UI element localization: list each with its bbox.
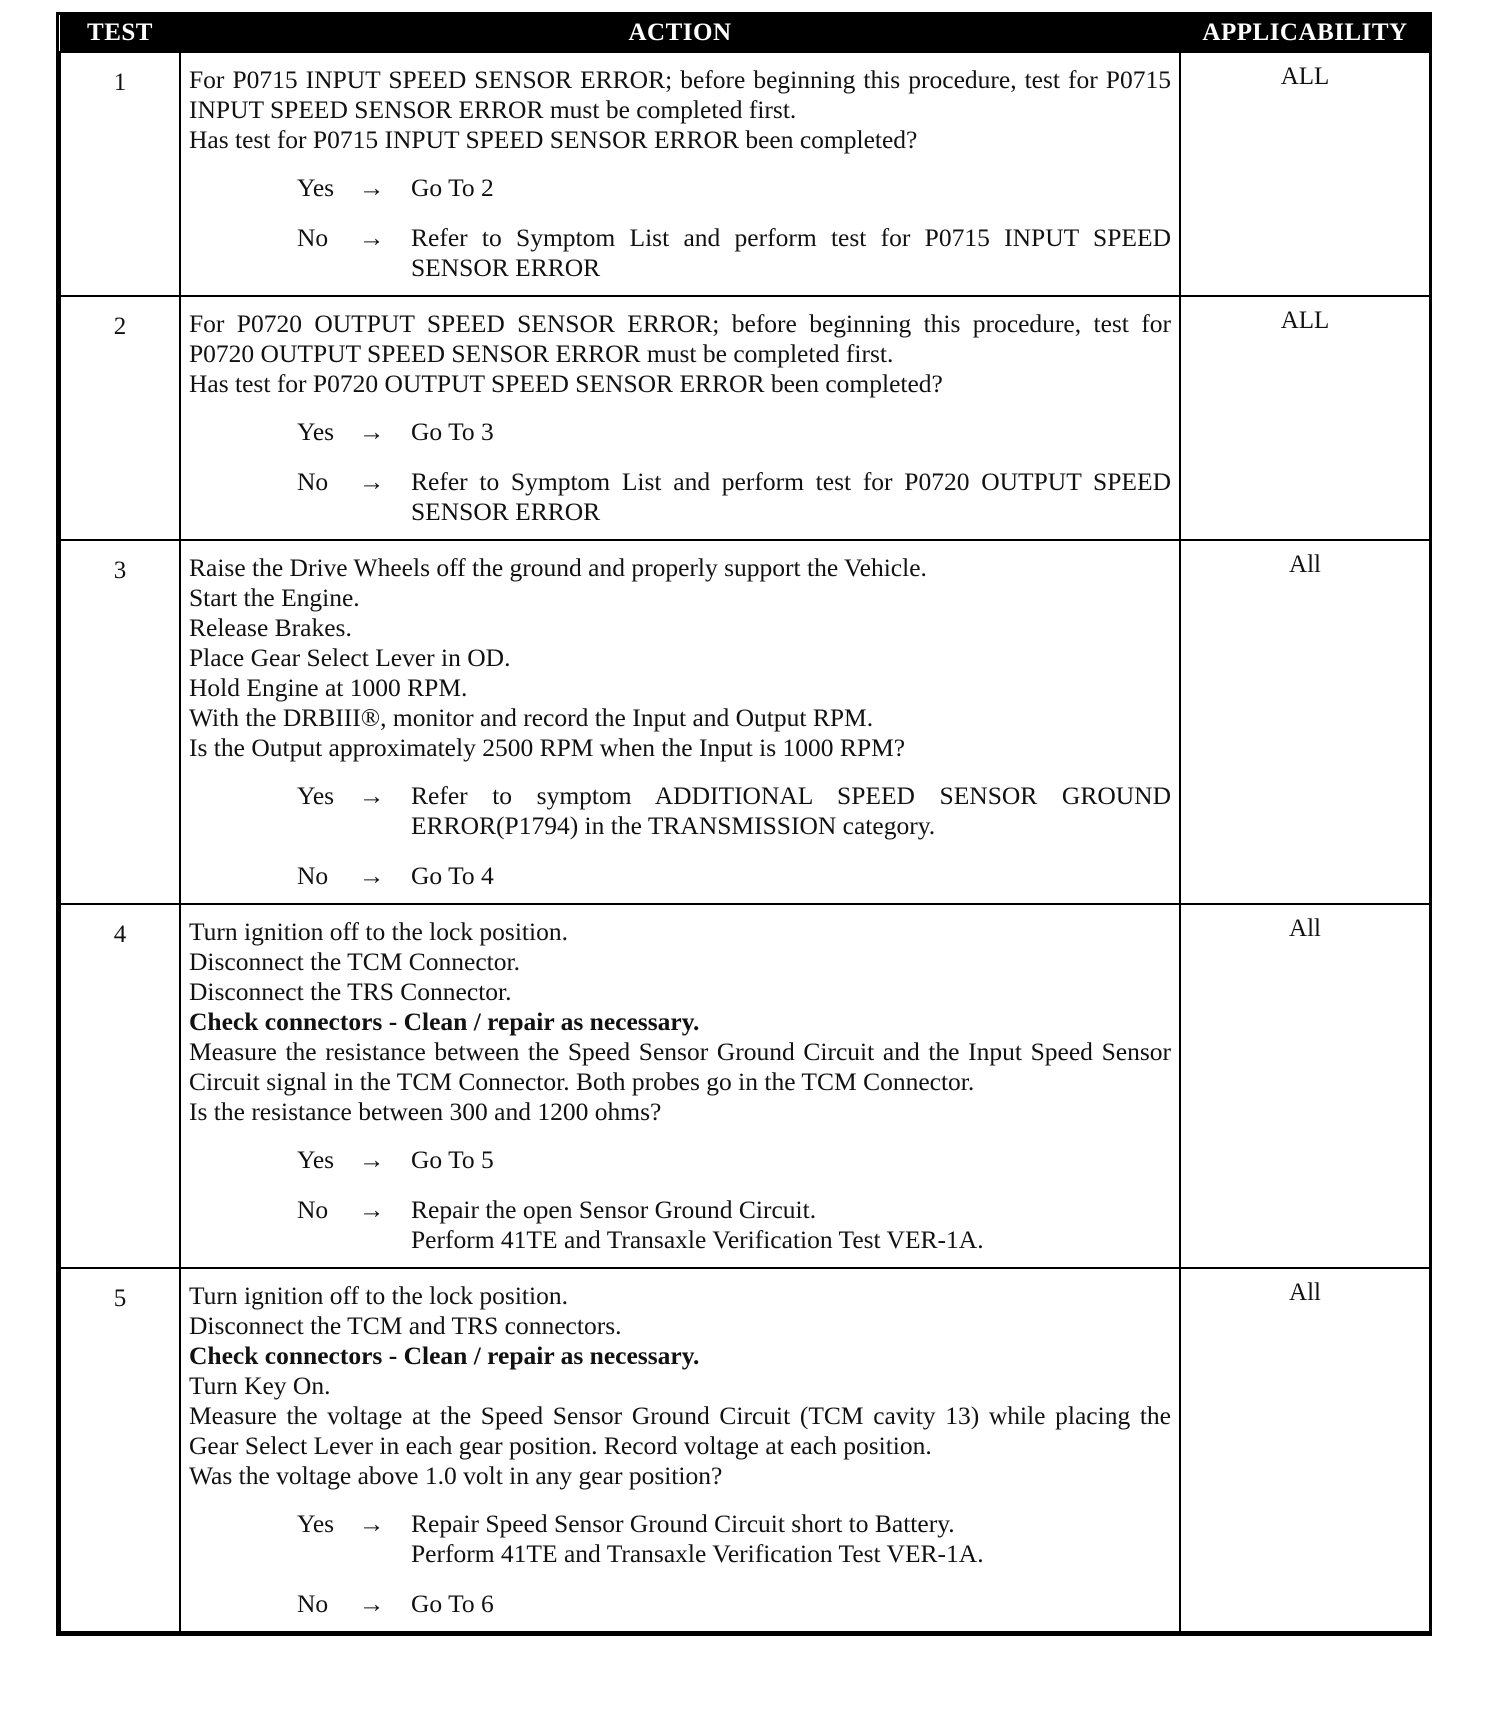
answer-label: Yes [297, 1509, 335, 1538]
instruction-line: For P0715 INPUT SPEED SENSOR ERROR; before beginning this procedure, test for P0715 INPUT SPEED SENSOR ERROR must be completed first. [189, 65, 1171, 124]
answer-text [411, 173, 1171, 203]
instruction-line: Measure the resistance between the Speed Sensor Ground Circuit and the Input Speed Sensor Circuit signal in the TCM Connector. Both probes go in the TCM Connector. [189, 1037, 1171, 1096]
instruction-line: Turn ignition off to the lock position. [189, 1281, 568, 1310]
answer-label: Yes [297, 173, 335, 202]
action-cell [180, 540, 1180, 904]
answer-yes [189, 417, 1171, 447]
arrow-right-icon: → [359, 861, 385, 890]
instruction-line: Disconnect the TRS Connector. [189, 977, 512, 1006]
answer-line: Refer to Symptom List and perform test for P0715 INPUT SPEED SENSOR ERROR [411, 223, 1171, 282]
answer-list [189, 1509, 1171, 1619]
answer-yes [189, 1509, 1171, 1569]
arrow-right-icon: → [359, 1589, 385, 1618]
instruction-line: Raise the Drive Wheels off the ground and properly support the Vehicle. [189, 553, 927, 582]
arrow-right-icon: → [359, 781, 385, 810]
test-number: 4 [60, 904, 180, 1268]
answer-line: Go To 2 [411, 173, 494, 202]
instruction-emphasis: Check connectors - Clean / repair as necessary. [189, 1007, 700, 1036]
answer-label: No [297, 1589, 329, 1618]
answer-no [189, 861, 1171, 891]
answer-line: Go To 3 [411, 417, 494, 446]
answer-no [189, 467, 1171, 527]
applicability-value: ALL [1180, 52, 1430, 296]
arrow-right-icon: → [359, 1509, 385, 1538]
applicability-value: All [1180, 1268, 1430, 1632]
applicability-value: ALL [1180, 296, 1430, 540]
answer-label: No [297, 467, 329, 496]
instruction-line: For P0720 OUTPUT SPEED SENSOR ERROR; before beginning this procedure, test for P0720 OUTPUT SPEED SENSOR ERROR must be completed first. [189, 309, 1171, 368]
arrow-right-icon: → [359, 417, 385, 446]
instruction-line: Place Gear Select Lever in OD. [189, 643, 511, 672]
table-body [60, 52, 1430, 1632]
arrow-right-icon: → [359, 223, 385, 252]
test-number: 1 [60, 52, 180, 296]
answer-line: Perform 41TE and Transaxle Verification Test VER-1A. [411, 1539, 984, 1568]
answer-label: No [297, 223, 329, 252]
instruction-line: Has test for P0715 INPUT SPEED SENSOR ERROR been completed? [189, 125, 918, 154]
diagnostic-table-container [56, 12, 1432, 1636]
answer-text [411, 1509, 1171, 1569]
answer-line: Go To 4 [411, 861, 494, 890]
answer-list [189, 417, 1171, 527]
applicability-value: All [1180, 904, 1430, 1268]
answer-text [411, 223, 1171, 283]
answer-list [189, 1145, 1171, 1255]
instruction-line: Start the Engine. [189, 583, 360, 612]
arrow-right-icon: → [359, 1195, 385, 1224]
test-number: 3 [60, 540, 180, 904]
answer-no [189, 1589, 1171, 1619]
instruction-line: Was the voltage above 1.0 volt in any gear position? [189, 1461, 723, 1490]
answer-text [411, 1195, 1171, 1255]
test-number: 2 [60, 296, 180, 540]
table-row [60, 904, 1430, 1268]
instruction-line: Release Brakes. [189, 613, 352, 642]
answer-label: Yes [297, 781, 335, 810]
action-cell [180, 296, 1180, 540]
instruction-line: Is the Output approximately 2500 RPM when the Input is 1000 RPM? [189, 733, 906, 762]
arrow-right-icon: → [359, 467, 385, 496]
instruction-line: Turn Key On. [189, 1371, 331, 1400]
answer-label: Yes [297, 1145, 335, 1174]
instruction-line: Disconnect the TCM Connector. [189, 947, 520, 976]
header-action: ACTION [180, 15, 1180, 52]
answer-label: No [297, 1195, 329, 1224]
instruction-line: Turn ignition off to the lock position. [189, 917, 568, 946]
diagnostic-test-table [59, 15, 1431, 1633]
answer-yes [189, 781, 1171, 841]
arrow-right-icon: → [359, 173, 385, 202]
instruction-line: Hold Engine at 1000 RPM. [189, 673, 468, 702]
table-row [60, 540, 1430, 904]
answer-line: Perform 41TE and Transaxle Verification Test VER-1A. [411, 1225, 984, 1254]
answer-line: Go To 6 [411, 1589, 494, 1618]
instruction-line: Disconnect the TCM and TRS connectors. [189, 1311, 622, 1340]
answer-list [189, 781, 1171, 891]
instruction-line: Measure the voltage at the Speed Sensor Ground Circuit (TCM cavity 13) while placing the Gear Select Lever in each gear position. Record voltage at each position. [189, 1401, 1171, 1460]
answer-label: Yes [297, 417, 335, 446]
action-cell [180, 904, 1180, 1268]
table-row [60, 296, 1430, 540]
answer-no [189, 1195, 1171, 1255]
answer-list [189, 173, 1171, 283]
instruction-line: Is the resistance between 300 and 1200 ohms? [189, 1097, 662, 1126]
applicability-value: All [1180, 540, 1430, 904]
answer-line: Repair the open Sensor Ground Circuit. [411, 1195, 817, 1224]
answer-text [411, 467, 1171, 527]
answer-text [411, 417, 1171, 447]
table-header-row [60, 15, 1430, 52]
answer-label: No [297, 861, 329, 890]
answer-text [411, 1589, 1171, 1619]
instruction-line: With the DRBIII®, monitor and record the Input and Output RPM. [189, 703, 874, 732]
action-cell [180, 52, 1180, 296]
answer-line: Go To 5 [411, 1145, 494, 1174]
answer-text [411, 781, 1171, 841]
answer-yes [189, 173, 1171, 203]
answer-line: Refer to symptom ADDITIONAL SPEED SENSOR GROUND ERROR(P1794) in the TRANSMISSION category. [411, 781, 1171, 840]
test-number: 5 [60, 1268, 180, 1632]
answer-text [411, 861, 1171, 891]
answer-line: Repair Speed Sensor Ground Circuit short to Battery. [411, 1509, 955, 1538]
answer-text [411, 1145, 1171, 1175]
table-row [60, 1268, 1430, 1632]
answer-yes [189, 1145, 1171, 1175]
instruction-line: Has test for P0720 OUTPUT SPEED SENSOR ERROR been completed? [189, 369, 943, 398]
answer-line: Refer to Symptom List and perform test for P0720 OUTPUT SPEED SENSOR ERROR [411, 467, 1171, 526]
instruction-emphasis: Check connectors - Clean / repair as necessary. [189, 1341, 700, 1370]
header-test: TEST [60, 15, 180, 52]
action-cell [180, 1268, 1180, 1632]
table-row [60, 52, 1430, 296]
arrow-right-icon: → [359, 1145, 385, 1174]
answer-no [189, 223, 1171, 283]
header-applicability: APPLICABILITY [1180, 15, 1430, 52]
